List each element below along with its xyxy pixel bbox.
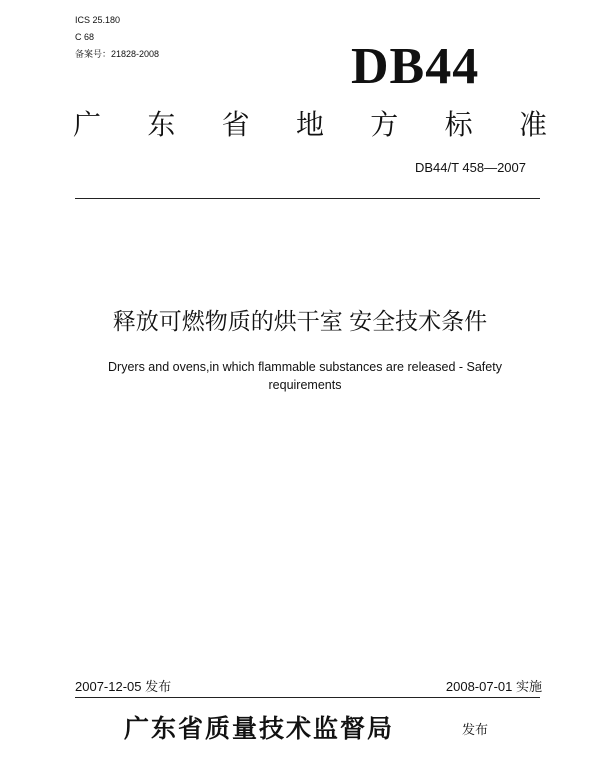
standard-type-char: 广 bbox=[72, 108, 101, 141]
standard-number: DB44/T 458—2007 bbox=[414, 160, 526, 175]
issue-label: 发布 bbox=[462, 722, 489, 737]
standard-type-char: 准 bbox=[518, 108, 547, 141]
document-title-chinese: 释放可燃物质的烘干室 安全技术条件 bbox=[112, 308, 488, 334]
ics-code: ICS 25.180 bbox=[75, 15, 121, 25]
standard-type-heading bbox=[70, 108, 550, 142]
footer-divider bbox=[75, 697, 540, 698]
standard-type-char: 标 bbox=[444, 108, 473, 141]
filing-number: 备案号：21828-2008 bbox=[75, 49, 160, 59]
db-code-mark: DB44 bbox=[351, 38, 480, 95]
header-divider bbox=[75, 198, 540, 199]
ccs-code: C 68 bbox=[75, 32, 95, 42]
issue-date: 2007-12-05 发布 bbox=[75, 679, 172, 694]
standard-type-char: 方 bbox=[370, 108, 399, 141]
issuing-authority: 广东省质量技术监督局 bbox=[124, 714, 395, 743]
standard-type-char: 地 bbox=[295, 108, 324, 141]
standard-type-char: 东 bbox=[147, 108, 176, 141]
standard-type-char: 省 bbox=[221, 108, 250, 141]
implementation-date: 2008-07-01 实施 bbox=[445, 679, 542, 694]
document-title-english: Dryers and ovens,in which flammable substances are released - Safety requirements bbox=[108, 360, 502, 392]
